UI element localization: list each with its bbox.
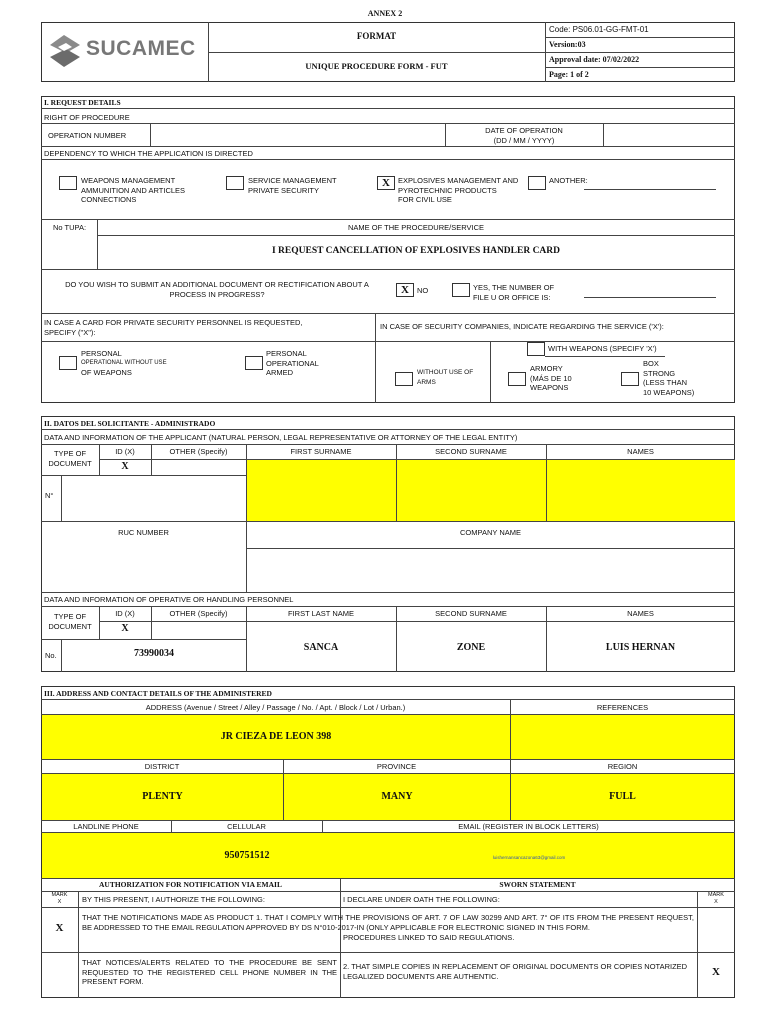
names-label: NAMES bbox=[627, 447, 654, 456]
second-surname-label: SECOND SURNAME bbox=[435, 447, 507, 456]
section2-title: II. DATOS DEL SOLICITANTE - ADMINISTRADO bbox=[44, 419, 216, 428]
sworn-title: SWORN STATEMENT bbox=[499, 880, 576, 889]
personal-armed-label: PERSONAL OPERATIONAL ARMED bbox=[266, 349, 319, 377]
district-label: DISTRICT bbox=[144, 762, 180, 771]
date-format-label: (DD / MM / YYYY) bbox=[493, 136, 555, 145]
strongbox-checkbox[interactable] bbox=[621, 372, 639, 386]
armory-label: ARMORY (MÁS DE 10 WEAPONS bbox=[530, 364, 572, 392]
first-surname-label: FIRST SURNAME bbox=[290, 447, 352, 456]
operative-names[interactable]: LUIS HERNAN bbox=[605, 642, 676, 653]
without-arms-label: WITHOUT USE OF ARMS bbox=[417, 369, 474, 386]
sworn2-mark[interactable]: X bbox=[712, 966, 720, 978]
mark-right-label: MARK X bbox=[708, 892, 724, 905]
weapons-management-checkbox[interactable] bbox=[59, 176, 77, 190]
additional-document-question: DO YOU WISH TO SUBMIT AN ADDITIONAL DOCUMENT OR RECTIFICATION ABOUT A PROCESS IN PROGRESS? bbox=[65, 280, 369, 299]
no-label: No. bbox=[45, 651, 57, 660]
security-companies-question: IN CASE OF SECURITY COMPANIES, INDICATE REGARDING THE SERVICE ('X'): bbox=[380, 322, 664, 331]
yes-checkbox[interactable] bbox=[452, 283, 470, 297]
cellular-label: CELLULAR bbox=[227, 822, 266, 831]
op-names-label: NAMES bbox=[627, 609, 654, 618]
procedure-name-value: I REQUEST CANCELLATION OF EXPLOSIVES HANDLER CARD bbox=[271, 246, 561, 256]
logo-text: SUCAMEC bbox=[86, 37, 196, 60]
id-x-label: ID (X) bbox=[115, 447, 135, 456]
email-label: EMAIL (REGISTER IN BLOCK LETTERS) bbox=[458, 822, 599, 831]
landline-label: LANDLINE PHONE bbox=[73, 822, 139, 831]
auth2-mark-field[interactable] bbox=[42, 953, 78, 997]
code-label: Code: PS06.01-GG-FMT-01 bbox=[549, 25, 649, 34]
personal-armed-checkbox[interactable] bbox=[245, 356, 263, 370]
personal-unarmed-top: PERSONAL bbox=[81, 349, 122, 358]
operative-id-mark: X bbox=[121, 623, 129, 634]
section1-title: I. REQUEST DETAILS bbox=[44, 98, 121, 107]
another-label: ANOTHER: bbox=[549, 176, 588, 185]
explosives-management-label: EXPLOSIVES MANAGEMENT AND PYROTECHNIC PRODUCTS FOR CIVIL USE bbox=[398, 176, 519, 204]
operation-number-label: OPERATION NUMBER bbox=[48, 131, 127, 140]
sworn1-mark-field[interactable] bbox=[698, 908, 734, 952]
applicant-names-field[interactable] bbox=[547, 461, 735, 521]
auth2-text: THAT NOTICES/ALERTS RELATED TO THE PROCEDURE BE SENT REQUESTED TO THE REGISTERED CELL PHONE NUMBER IN THE PRESENT FORM. bbox=[82, 958, 337, 986]
approval-label: Approval date: 07/02/2022 bbox=[549, 55, 640, 64]
n-label: N° bbox=[45, 491, 54, 500]
format-label: FORMAT bbox=[356, 31, 397, 41]
auth1-text: THAT THE NOTIFICATIONS MADE AS PRODUCT 1. THAT I COMPLY WITH THE PROVISIONS OF ART. 7 OF LAW 30299 AND ART. 7° OF ITS FROM THE PRESENT REQUEST, BE ADDRESSED TO THE EMAIL REGULATION APPROVED BY DS N°010-2017-IN (ONLY APPLICABLE FOR ELECTRONIC SIGNED IN THIS FORM. bbox=[82, 913, 694, 932]
address-value[interactable]: JR CIEZA DE LEON 398 bbox=[220, 731, 332, 742]
references-field[interactable] bbox=[511, 715, 734, 759]
mark-left-label: MARK X bbox=[51, 892, 68, 905]
op-first-last-name-label: FIRST LAST NAME bbox=[288, 609, 354, 618]
applicant-id-mark: X bbox=[121, 461, 129, 472]
no-label: NO bbox=[417, 286, 429, 295]
another-checkbox[interactable] bbox=[528, 176, 546, 190]
operative-second-surname[interactable]: ZONE bbox=[456, 642, 486, 653]
right-of-procedure-label: RIGHT OF PROCEDURE bbox=[44, 113, 130, 122]
address-label: ADDRESS (Avenue / Street / Alley / Passage / No. / Apt. / Block / Lot / Urban.) bbox=[145, 703, 406, 712]
version-label: Version:03 bbox=[549, 40, 586, 49]
strongbox-label: BOX STRONG (LESS THAN 10 WEAPONS) bbox=[643, 359, 695, 397]
auth1-mark[interactable]: X bbox=[55, 922, 64, 934]
operation-number-field[interactable] bbox=[150, 124, 445, 146]
without-arms-checkbox[interactable] bbox=[395, 372, 413, 386]
personal-unarmed-checkbox[interactable] bbox=[59, 356, 77, 370]
applicant-doc-number-field[interactable] bbox=[62, 476, 246, 521]
service-management-checkbox[interactable] bbox=[226, 176, 244, 190]
with-weapons-label: WITH WEAPONS (SPECIFY 'X') bbox=[548, 344, 657, 353]
yes-label: YES, THE NUMBER OF FILE U OR OFFICE IS: bbox=[473, 283, 555, 302]
page-label: Page: 1 of 2 bbox=[549, 70, 589, 79]
landline-field[interactable] bbox=[42, 833, 171, 878]
op-id-x-label: ID (X) bbox=[115, 609, 135, 618]
form-title: UNIQUE PROCEDURE FORM - FUT bbox=[305, 61, 448, 71]
operative-doc-number[interactable]: 73990034 bbox=[134, 648, 174, 659]
applicant-first-surname-field[interactable] bbox=[247, 461, 396, 521]
section3-title: III. ADDRESS AND CONTACT DETAILS OF THE ADMINISTERED bbox=[44, 689, 272, 698]
date-of-operation-label: DATE OF OPERATION bbox=[485, 126, 563, 135]
applicant-second-surname-field[interactable] bbox=[397, 461, 546, 521]
no-checkbox[interactable]: X bbox=[396, 283, 414, 297]
procedure-name-label: NAME OF THE PROCEDURE/SERVICE bbox=[348, 223, 484, 232]
ruc-number-label: RUC NUMBER bbox=[118, 528, 169, 537]
operative-info-label: DATA AND INFORMATION OF OPERATIVE OR HANDLING PERSONNEL bbox=[44, 595, 294, 604]
cellular-value[interactable]: 950751512 bbox=[224, 850, 270, 861]
company-name-label: COMPANY NAME bbox=[460, 528, 521, 537]
email-value[interactable]: luishernansancazona63@gmail.com bbox=[492, 855, 566, 860]
no-tupa-label: No TUPA: bbox=[53, 223, 87, 232]
company-name-field[interactable] bbox=[247, 549, 735, 592]
another-field-line[interactable] bbox=[584, 189, 716, 190]
ruc-number-field[interactable] bbox=[42, 549, 246, 592]
weapons-management-label: WEAPONS MANAGEMENT AMMUNITION AND ARTICLES CONNECTIONS bbox=[81, 176, 186, 204]
declare-label: I DECLARE UNDER OATH THE FOLLOWING: bbox=[343, 895, 500, 904]
operative-first-surname[interactable]: SANCA bbox=[303, 642, 339, 653]
private-security-question: IN CASE A CARD FOR PRIVATE SECURITY PERSONNEL IS REQUESTED, SPECIFY ("X"): bbox=[44, 318, 303, 337]
sworn2-text: 2. THAT SIMPLE COPIES IN REPLACEMENT OF ORIGINAL DOCUMENTS OR COPIES NOTARIZED LEGALIZED DOCUMENTS ARE AUTHENTIC. bbox=[343, 962, 688, 981]
region-value[interactable]: FULL bbox=[609, 791, 636, 802]
sworn1-tail: PROCEDURES LINKED TO SAID REGULATIONS. bbox=[343, 933, 693, 943]
type-of-document-label: TYPE OF DOCUMENT bbox=[48, 449, 92, 468]
personal-unarmed-mid: OPERATIONAL WITHOUT USE bbox=[81, 360, 167, 366]
province-value[interactable]: MANY bbox=[381, 791, 413, 802]
other-specify-label: OTHER (Specify) bbox=[169, 447, 228, 456]
sucamec-logo bbox=[46, 33, 86, 69]
personal-unarmed-bot: OF WEAPONS bbox=[81, 368, 132, 377]
file-number-field-line[interactable] bbox=[584, 297, 716, 298]
region-label: REGION bbox=[607, 762, 638, 771]
applicant-info-label: DATA AND INFORMATION OF THE APPLICANT (NATURAL PERSON, LEGAL REPRESENTATIVE OR ATTORNEY OF THE LEGAL ENTITY) bbox=[44, 433, 518, 442]
op-second-surname-label: SECOND SURNAME bbox=[435, 609, 507, 618]
auth-title: AUTHORIZATION FOR NOTIFICATION VIA EMAIL bbox=[99, 880, 282, 889]
op-other-specify-label: OTHER (Specify) bbox=[169, 609, 228, 618]
with-weapons-checkbox[interactable] bbox=[527, 342, 545, 356]
references-label: REFERENCES bbox=[596, 703, 649, 712]
authorize-label: BY THIS PRESENT, I AUTHORIZE THE FOLLOWING: bbox=[82, 895, 265, 904]
op-type-of-document-label: TYPE OF DOCUMENT bbox=[48, 612, 92, 631]
dependency-label: DEPENDENCY TO WHICH THE APPLICATION IS DIRECTED bbox=[44, 149, 253, 158]
province-label: PROVINCE bbox=[376, 762, 417, 771]
explosives-management-checkbox[interactable]: X bbox=[377, 176, 395, 190]
district-value[interactable]: PLENTY bbox=[142, 791, 183, 802]
annex-label: ANNEX 2 bbox=[367, 9, 403, 18]
armory-checkbox[interactable] bbox=[508, 372, 526, 386]
service-management-label: SERVICE MANAGEMENT PRIVATE SECURITY bbox=[248, 176, 337, 195]
date-of-operation-field[interactable] bbox=[604, 124, 734, 146]
